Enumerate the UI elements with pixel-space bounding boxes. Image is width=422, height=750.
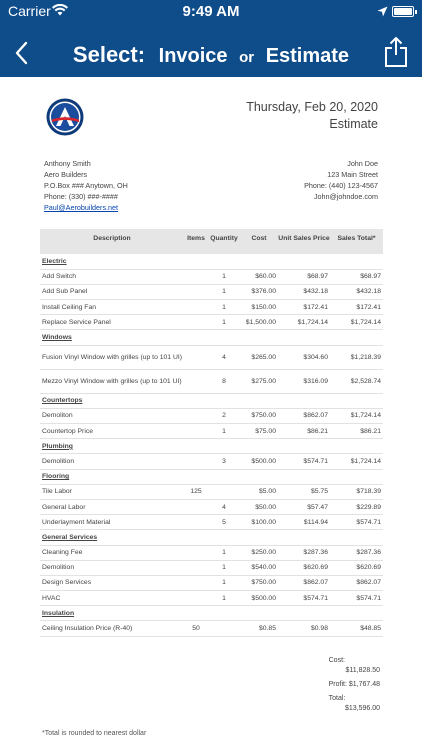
estimate-button[interactable]: Estimate: [265, 45, 350, 67]
cell-description: Add Switch: [40, 269, 184, 284]
cell-items: 125: [184, 484, 208, 499]
recipient-name: John Doe: [347, 159, 378, 168]
cell-cost: $5.00: [240, 484, 278, 499]
cell-unit-price: $620.69: [278, 560, 330, 575]
cell-sales-total: $48.85: [330, 621, 383, 636]
cell-items: [184, 315, 208, 330]
col-unit-sales-price: Unit Sales Price: [278, 229, 330, 254]
cell-quantity: 8: [208, 369, 240, 393]
totals-summary: [329, 656, 380, 714]
cell-items: 50: [184, 621, 208, 636]
category-row: [40, 530, 383, 545]
cell-sales-total: $574.71: [330, 515, 383, 530]
cell-unit-price: $114.94: [278, 515, 330, 530]
table-row: [40, 408, 383, 423]
cell-unit-price: $5.75: [278, 484, 330, 499]
cell-description: Replace Service Panel: [40, 315, 184, 330]
table-row: [40, 591, 383, 606]
table-row: [40, 515, 383, 530]
col-description: Description: [40, 229, 184, 254]
cell-quantity: 4: [208, 499, 240, 514]
cell-description: General Labor: [40, 499, 184, 514]
cell-quantity: 1: [208, 560, 240, 575]
sender-block: [44, 158, 128, 213]
cell-sales-total: $1,724.14: [330, 315, 383, 330]
category-row: [40, 606, 383, 621]
table-row: [40, 560, 383, 575]
category-row: [40, 439, 383, 454]
cell-sales-total: $574.71: [330, 591, 383, 606]
col-cost: Cost: [240, 229, 278, 254]
cell-unit-price: $316.09: [278, 369, 330, 393]
cell-items: [184, 575, 208, 590]
cell-cost: $376.00: [240, 284, 278, 299]
cell-cost: $500.00: [240, 454, 278, 469]
cell-items: [184, 269, 208, 284]
cell-description: Demoliton: [40, 408, 184, 423]
category-label: Electric: [40, 254, 383, 269]
cell-quantity: 3: [208, 454, 240, 469]
table-row: [40, 315, 383, 330]
cell-description: Design Services: [40, 575, 184, 590]
estimate-table: [40, 229, 383, 637]
cell-cost: $275.00: [240, 369, 278, 393]
cell-items: [184, 545, 208, 560]
cell-cost: $250.00: [240, 545, 278, 560]
cell-unit-price: $862.07: [278, 575, 330, 590]
invoice-button[interactable]: Invoice: [158, 45, 228, 67]
category-row: [40, 393, 383, 408]
cell-quantity: 4: [208, 345, 240, 369]
company-logo: [46, 98, 84, 136]
cell-description: HVAC: [40, 591, 184, 606]
cell-unit-price: $574.71: [278, 454, 330, 469]
cell-sales-total: $862.07: [330, 575, 383, 590]
cell-unit-price: $1,724.14: [278, 315, 330, 330]
sender-name: Anthony Smith: [44, 159, 91, 168]
recipient-phone: Phone: (440) 123-4567: [304, 181, 378, 190]
cell-sales-total: $718.39: [330, 484, 383, 499]
cell-quantity: 1: [208, 269, 240, 284]
sender-address: P.O.Box ### Anytown, OH: [44, 181, 128, 190]
cell-description: Underlayment Material: [40, 515, 184, 530]
cell-sales-total: $620.69: [330, 560, 383, 575]
category-label: Plumbing: [40, 439, 383, 454]
category-label: General Services: [40, 530, 383, 545]
col-items: Items: [184, 229, 208, 254]
top-bar: [0, 0, 422, 77]
cell-unit-price: $68.97: [278, 269, 330, 284]
cell-description: Cleaning Fee: [40, 545, 184, 560]
cell-quantity: 1: [208, 591, 240, 606]
profit-value: Profit: $1,767.48: [328, 681, 380, 688]
cell-unit-price: $86.21: [278, 424, 330, 439]
share-icon: [384, 36, 408, 68]
cell-items: [184, 454, 208, 469]
nav-prefix: Select:: [72, 42, 146, 67]
cell-description: Countertop Price: [40, 424, 184, 439]
table-row: [40, 545, 383, 560]
cell-quantity: 1: [208, 315, 240, 330]
cell-unit-price: $432.18: [278, 284, 330, 299]
cell-sales-total: $229.89: [330, 499, 383, 514]
sender-email-link[interactable]: Paul@Aerobuilders.net: [44, 203, 119, 212]
cell-items: [184, 560, 208, 575]
cell-description: Demolition: [40, 454, 184, 469]
cell-quantity: 1: [208, 424, 240, 439]
cell-sales-total: $86.21: [330, 424, 383, 439]
cell-cost: $100.00: [240, 515, 278, 530]
cell-sales-total: $2,528.74: [330, 369, 383, 393]
cell-sales-total: $68.97: [330, 269, 383, 284]
cell-sales-total: $287.36: [330, 545, 383, 560]
cell-quantity: 5: [208, 515, 240, 530]
cell-quantity: 1: [208, 284, 240, 299]
col-quantity: Quantity: [208, 229, 240, 254]
cost-label: Cost:: [328, 657, 345, 664]
table-row: [40, 454, 383, 469]
cell-unit-price: $574.71: [278, 591, 330, 606]
cell-cost: $1,500.00: [240, 315, 278, 330]
recipient-address: 123 Main Street: [327, 170, 378, 179]
cell-description: Add Sub Panel: [40, 284, 184, 299]
cell-sales-total: $172.41: [330, 300, 383, 315]
table-row: [40, 345, 383, 369]
sender-phone: Phone: (330) ###-####: [44, 192, 118, 201]
cell-unit-price: $0.98: [278, 621, 330, 636]
table-body: [40, 254, 383, 636]
cell-description: Fusion Vinyl Window with grilles (up to 101 UI): [40, 345, 184, 369]
cell-items: [184, 369, 208, 393]
category-row: [40, 330, 383, 345]
location-icon: [377, 4, 388, 20]
cell-cost: $265.00: [240, 345, 278, 369]
carrier-label: Carrier: [8, 3, 51, 19]
cell-sales-total: $1,724.14: [330, 454, 383, 469]
cell-quantity: 1: [208, 575, 240, 590]
table-header-row: [40, 229, 383, 254]
cell-unit-price: $172.41: [278, 300, 330, 315]
cell-quantity: 1: [208, 300, 240, 315]
cell-description: Mezzo Vinyl Window with grilles (up to 101 UI): [40, 369, 184, 393]
cell-quantity: [208, 484, 240, 499]
cell-items: [184, 515, 208, 530]
category-label: Insulation: [40, 606, 383, 621]
status-bar: [0, 0, 422, 22]
total-label: Total:: [328, 695, 346, 702]
category-label: Flooring: [40, 469, 383, 484]
cell-items: [184, 300, 208, 315]
cell-description: Ceiling Insulation Price (R-40): [40, 621, 184, 636]
cell-cost: $75.00: [240, 424, 278, 439]
nav-title: [0, 42, 422, 68]
recipient-email: John@johndoe.com: [313, 192, 378, 201]
cell-items: [184, 408, 208, 423]
cell-cost: $150.00: [240, 300, 278, 315]
document-type: Estimate: [329, 117, 378, 131]
cell-description: Tile Labor: [40, 484, 184, 499]
cost-value: $11,828.50: [345, 667, 380, 674]
cell-cost: $50.00: [240, 499, 278, 514]
cell-unit-price: $304.60: [278, 345, 330, 369]
cell-items: [184, 499, 208, 514]
category-row: [40, 469, 383, 484]
cell-items: [184, 424, 208, 439]
cell-items: [184, 591, 208, 606]
cell-cost: $500.00: [240, 591, 278, 606]
cell-description: Install Ceiling Fan: [40, 300, 184, 315]
recipient-block: [304, 158, 378, 202]
cell-sales-total: $1,218.39: [330, 345, 383, 369]
cell-quantity: 2: [208, 408, 240, 423]
cell-unit-price: $287.36: [278, 545, 330, 560]
table-row: [40, 369, 383, 393]
table-row: [40, 575, 383, 590]
status-time: 9:49 AM: [182, 3, 240, 20]
nav-bar: [0, 32, 422, 77]
category-row: [40, 254, 383, 269]
cell-cost: $0.85: [240, 621, 278, 636]
table-row: [40, 484, 383, 499]
sender-company: Aero Builders: [44, 170, 88, 179]
cell-unit-price: $862.07: [278, 408, 330, 423]
nav-or-label: or: [239, 49, 255, 66]
cell-items: [184, 284, 208, 299]
cell-cost: $60.00: [240, 269, 278, 284]
cell-unit-price: $57.47: [278, 499, 330, 514]
cell-sales-total: $432.18: [330, 284, 383, 299]
cell-cost: $750.00: [240, 408, 278, 423]
document-date: Thursday, Feb 20, 2020: [246, 100, 378, 114]
share-button[interactable]: [384, 36, 408, 68]
cell-items: [184, 345, 208, 369]
cell-quantity: 1: [208, 545, 240, 560]
table-row: [40, 284, 383, 299]
cell-sales-total: $1,724.14: [330, 408, 383, 423]
category-label: Windows: [40, 330, 383, 345]
footnote: *Total is rounded to nearest dollar: [42, 730, 147, 737]
category-label: Countertops: [40, 393, 383, 408]
cell-description: Demolition: [40, 560, 184, 575]
table-row: [40, 269, 383, 284]
table-row: [40, 424, 383, 439]
col-sales-total: Sales Total*: [330, 229, 383, 254]
cell-cost: $540.00: [240, 560, 278, 575]
table-row: [40, 499, 383, 514]
cell-quantity: [208, 621, 240, 636]
cell-cost: $750.00: [240, 575, 278, 590]
table-row: [40, 621, 383, 636]
total-value: $13,596.00: [344, 705, 380, 712]
table-row: [40, 300, 383, 315]
battery-icon: [392, 6, 414, 17]
